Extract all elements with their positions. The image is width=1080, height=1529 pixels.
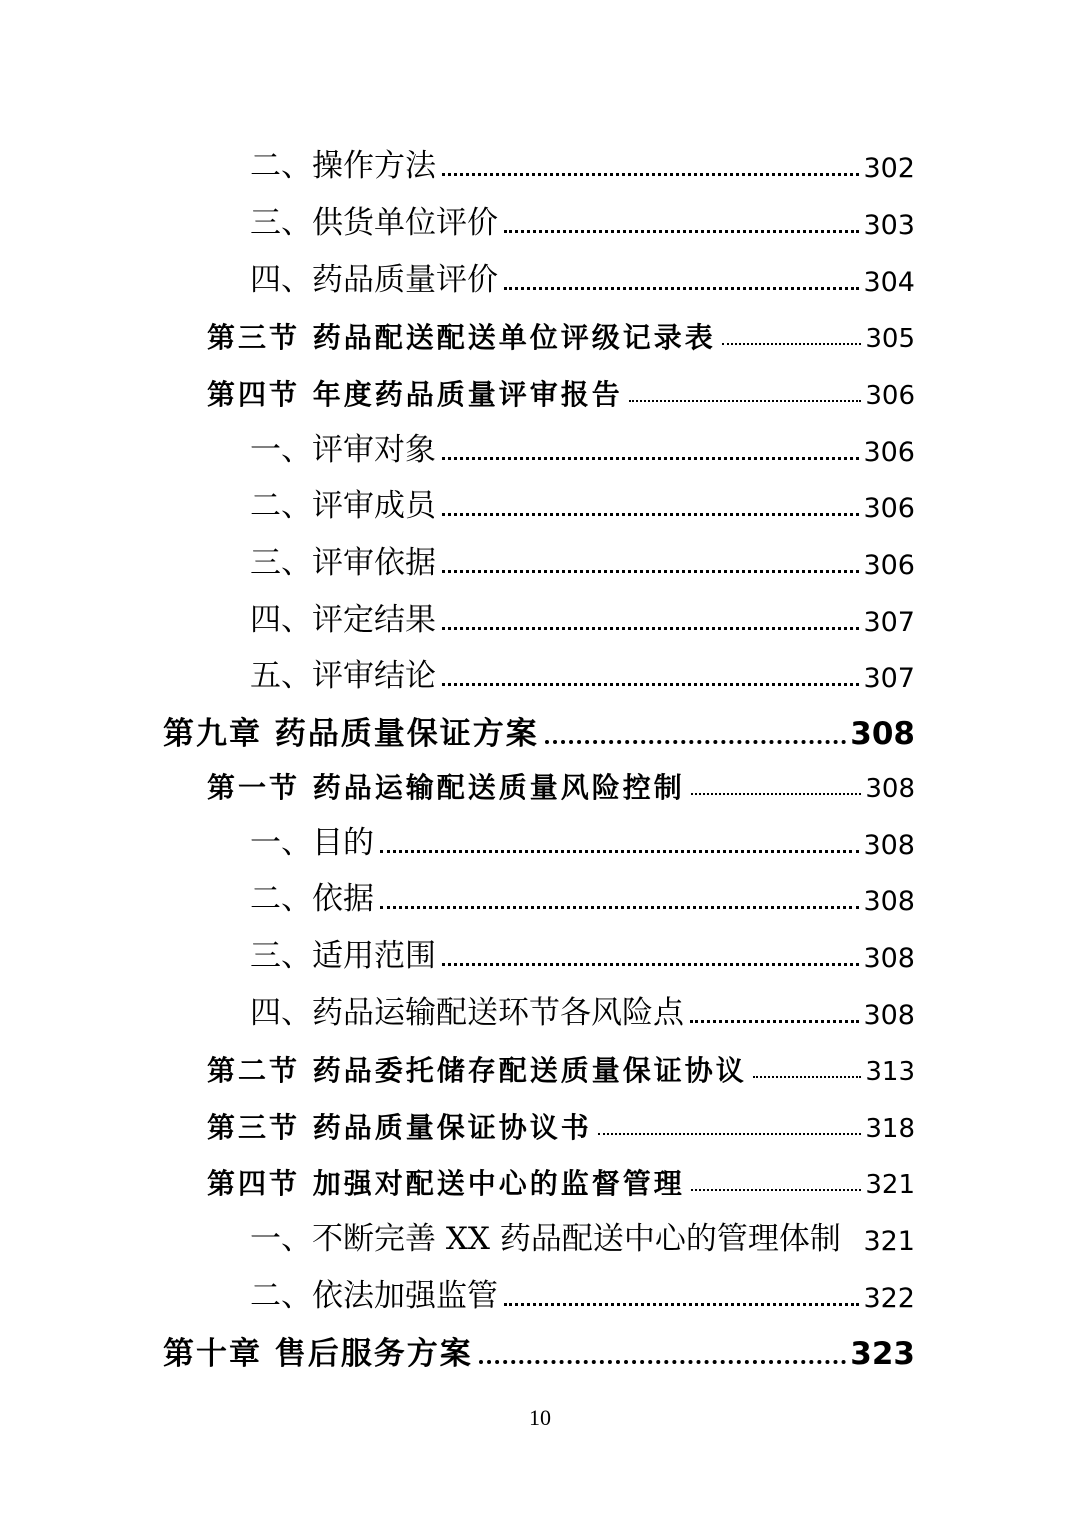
toc-entry-title: 四、药品运输配送环节各风险点 (250, 995, 684, 1031)
toc-entry-page: 305 (865, 324, 915, 354)
toc-leader-dots (442, 457, 859, 460)
toc-entry-page: 323 (850, 1336, 915, 1372)
toc-entry-title: 三、适用范围 (250, 938, 436, 974)
toc-leader-dots (442, 683, 859, 686)
toc-entry-page: 308 (850, 716, 915, 752)
toc-entry (250, 470, 915, 522)
toc-entry-page: 308 (863, 830, 915, 861)
toc-entry (250, 130, 915, 182)
toc-entry (250, 584, 915, 636)
toc-entry (250, 977, 915, 1029)
toc-leader-dots (380, 850, 859, 853)
toc-entry-page: 306 (863, 550, 915, 581)
toc-entry-page: 306 (863, 437, 915, 468)
toc-entry (250, 920, 915, 972)
toc-entry-title: 三、评审依据 (250, 545, 436, 581)
toc-leader-dots (722, 343, 862, 345)
toc-leader-dots (598, 1133, 862, 1135)
toc-leader-dots (504, 287, 859, 290)
toc-entry-title: 四、评定结果 (250, 602, 436, 638)
toc-entry (250, 187, 915, 239)
toc-leader-dots (691, 793, 862, 795)
toc-section-entry (207, 1033, 915, 1085)
toc-entry-title: 四、药品质量评价 (250, 262, 498, 298)
toc-entry (250, 1260, 915, 1312)
toc-entry-title: 第四节 年度药品质量评审报告 (207, 378, 623, 411)
toc-section-entry (207, 1090, 915, 1142)
toc-entry-title: 一、不断完善 XX 药品配送中心的管理体制 (250, 1221, 841, 1257)
toc-entry-page: 318 (865, 1114, 915, 1144)
toc-entry-title: 第二节 药品委托储存配送质量保证协议 (207, 1054, 747, 1087)
toc-entry (250, 863, 915, 915)
toc-entry-title: 第九章 药品质量保证方案 (163, 716, 539, 752)
toc-entry-title: 第十章 售后服务方案 (163, 1336, 473, 1372)
toc-entry-title: 二、评审成员 (250, 488, 436, 524)
toc-entry-title: 三、供货单位评价 (250, 205, 498, 241)
toc-leader-dots (442, 570, 859, 573)
toc-leader-dots (479, 1360, 846, 1364)
toc-entry-page: 322 (863, 1283, 915, 1314)
toc-leader-dots (690, 1020, 859, 1023)
toc-section-entry (207, 357, 915, 409)
toc-entry-page: 307 (863, 663, 915, 694)
toc-leader-dots (442, 513, 859, 516)
toc-entry (250, 527, 915, 579)
toc-chapter-entry (163, 1318, 915, 1370)
toc-entry-title: 二、依法加强监管 (250, 1278, 498, 1314)
toc-section-entry (207, 300, 915, 352)
toc-chapter-entry (163, 698, 915, 750)
toc-entry-title: 第四节 加强对配送中心的监督管理 (207, 1167, 685, 1200)
toc-entry (250, 414, 915, 466)
toc-leader-dots (442, 963, 859, 966)
toc-leader-dots (753, 1076, 862, 1078)
toc-entry-title: 二、依据 (250, 881, 374, 917)
toc-entry-page: 304 (863, 267, 915, 298)
toc-leader-dots (691, 1189, 862, 1191)
toc-entry-page: 313 (865, 1057, 915, 1087)
toc-leader-dots (442, 173, 859, 176)
toc-entry-title: 五、评审结论 (250, 658, 436, 694)
toc-leader-dots (504, 230, 859, 233)
toc-entry-page: 306 (863, 493, 915, 524)
toc-entry-page: 307 (863, 607, 915, 638)
toc-entry-page: 308 (863, 1000, 915, 1031)
toc-section-entry (207, 750, 915, 802)
toc-entry-page: 321 (863, 1226, 915, 1257)
toc-entry-page: 302 (863, 153, 915, 184)
toc-entry-page: 303 (863, 210, 915, 241)
toc-entry-title: 一、评审对象 (250, 432, 436, 468)
toc-leader-dots (545, 740, 846, 744)
toc-entry-page: 306 (865, 381, 915, 411)
toc-entry-page: 321 (865, 1170, 915, 1200)
toc-entry (250, 807, 915, 859)
toc-leader-dots (380, 906, 859, 909)
toc-section-entry (207, 1146, 915, 1198)
toc-entry-page: 308 (863, 886, 915, 917)
toc-entry-page: 308 (863, 943, 915, 974)
toc-entry-title: 一、目的 (250, 825, 374, 861)
toc-entry-page: 308 (865, 774, 915, 804)
toc-entry (250, 1203, 915, 1255)
toc-entry-title: 第一节 药品运输配送质量风险控制 (207, 771, 685, 804)
toc-entry-title: 第三节 药品配送配送单位评级记录表 (207, 321, 716, 354)
page-number: 10 (529, 1405, 551, 1430)
toc-leader-dots (629, 400, 862, 402)
toc-entry (250, 244, 915, 296)
toc-leader-dots (442, 627, 859, 630)
toc-entry-title: 第三节 药品质量保证协议书 (207, 1111, 592, 1144)
toc-entry (250, 640, 915, 692)
toc-entry-title: 二、操作方法 (250, 148, 436, 184)
toc-leader-dots (504, 1303, 859, 1306)
